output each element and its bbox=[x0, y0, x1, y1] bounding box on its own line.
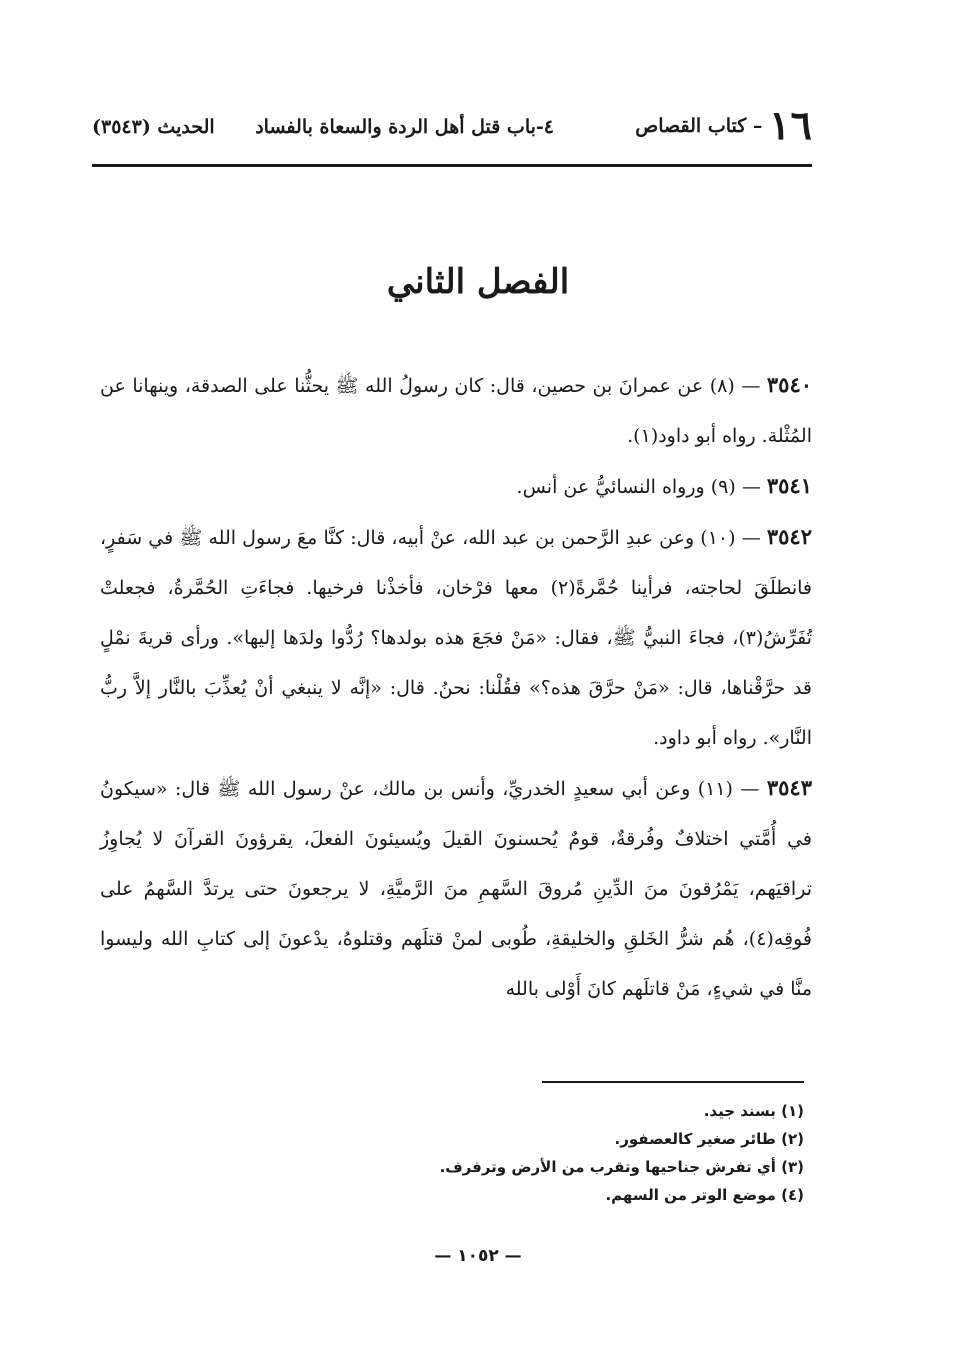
hadith-paragraph bbox=[100, 360, 812, 461]
hadith-number: ٣٥٤١ bbox=[766, 473, 812, 498]
footnote: (٢) طائر صغير كالعصفور. bbox=[614, 1130, 804, 1148]
book-heading bbox=[635, 102, 812, 149]
hadith-number: ٣٥٤٣ bbox=[766, 775, 812, 800]
hadith-paragraph bbox=[100, 461, 812, 512]
hadith-text: — (١١) وعن أبي سعيدٍ الخدريِّ، وأنس بن مالك، عنْ رسول الله ﷺ قال: «سيكونُ في أُمَّتي اختلافٌ وفُرقةٌ، قومٌ يُحسنونَ القيلَ ويُسيئونَ الفعلَ، يقرؤونَ القرآنَ لا يُجاوِزُ تراقيَهم، يَمْرُقونَ منَ الدِّينِ مُروقَ السَّهمِ منَ الرَّميَّةِ، لا يرجعونَ حتى يرتدَّ السَّهمُ على فُوقِه(٤)، هُم شرُّ الخَلقِ والخليقةِ، طُوبى لمنْ قتلَهم وقتلوهُ، يدْعونَ إلى كتابِ الله وليسوا منَّا في شيءٍ، مَنْ قاتلَهم كانَ أَوْلى بالله bbox=[100, 778, 812, 1000]
hadith-text: — (٩) ورواه النسائيُّ عن أنس. bbox=[516, 476, 761, 498]
hadith-text: — (٨) عن عمرانَ بن حصين، قال: كان رسولُ الله ﷺ يحثُّنا على الصدقة، وينهانا عن المُثْلة. رواه أبو داود(١). bbox=[100, 375, 812, 447]
hadith-body bbox=[100, 360, 812, 1014]
book-number: ١٦ bbox=[769, 102, 812, 149]
running-header bbox=[92, 104, 812, 167]
hadith-number: ٣٥٤٢ bbox=[766, 524, 812, 549]
footnote-divider bbox=[542, 1081, 804, 1083]
section-title: الفصل الثاني bbox=[386, 262, 570, 302]
hadith-paragraph bbox=[100, 512, 812, 763]
page-number: — ١٠٥٢ — bbox=[434, 1246, 522, 1266]
hadith-paragraph bbox=[100, 763, 812, 1014]
hadith-range: الحديث (٣٥٤٣) bbox=[92, 116, 215, 138]
footnotes bbox=[204, 1097, 804, 1209]
footnote: (١) بسند جيد. bbox=[703, 1102, 804, 1120]
hadith-number: ٣٥٤٠ bbox=[766, 372, 813, 397]
hadith-text: — (١٠) وعن عبدِ الرَّحمن بن عبد الله، عنْ أبيه، قال: كنَّا معَ رسول الله ﷺ في سَفرٍ، فانطلَقَ لحاجته، فرأينا حُمَّرةً(٢) معها فرْخان، فأخذْنا فرخيها. فجاءَتِ الحُمَّرةُ، فجعلتْ تُفَرِّشُ(٣)، فجاءَ النبيُّ ﷺ، فقال: «مَنْ فجَعَ هذه بولدها؟ رُدُّوا ولدَها إليها». ورأى قريةَ نمْلٍ قد حرَّقْناها، قال: «مَنْ حرَّقَ هذه؟» فقُلْنا: نحنُ. قال: «إنَّه لا ينبغي أنْ يُعذِّبَ بالنَّار إلاَّ ربُّ النَّار». رواه أبو داود. bbox=[100, 527, 812, 749]
footnote: (٤) موضع الوتر من السهم. bbox=[605, 1186, 804, 1204]
footnote: (٣) أي تفرش جناحيها وتقرب من الأرض وترفرف. bbox=[439, 1158, 804, 1176]
book-title: – كتاب القصاص bbox=[635, 115, 763, 137]
chapter-title: ٤-باب قتل أهل الردة والسعاة بالفساد bbox=[255, 116, 554, 138]
